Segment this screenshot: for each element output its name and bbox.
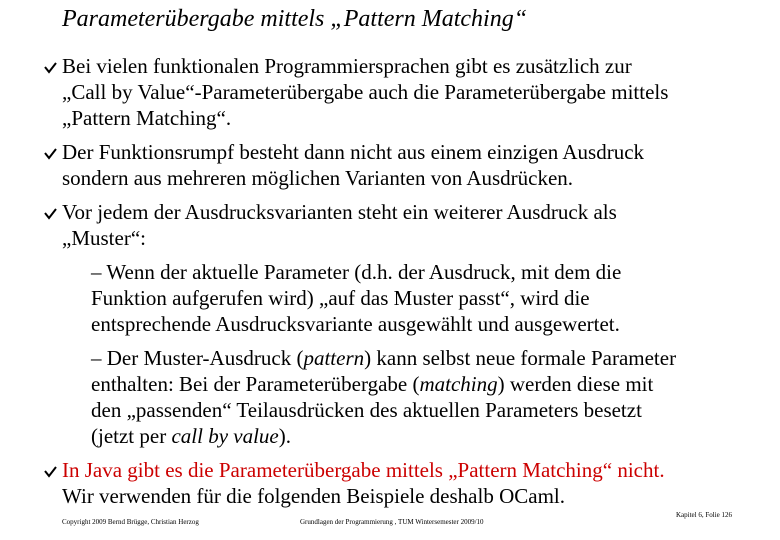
bullet-2-line-2: sondern aus mehreren möglichen Varianten von Ausdrücken.: [62, 166, 574, 190]
footer-copyright: Copyright 2009 Bernd Brügge, Christian Herzog: [62, 518, 199, 526]
term-matching: matching: [419, 372, 498, 396]
footer-course: Grundlagen der Programmierung , TUM Wintersemester 2009/10: [300, 518, 484, 526]
footer-page: Kapitel 6, Folie 126: [676, 511, 732, 519]
subitem-1-line-2: Funktion aufgerufen wird) „auf das Muster passt“, wird die: [91, 286, 590, 310]
bullet-1-line-2: „Call by Value“-Parameterübergabe auch die Parameterübergabe mittels: [62, 80, 669, 104]
subitem-2-line-2: [91, 372, 653, 396]
diamond-bullet-icon: [44, 61, 57, 74]
subitem-2-line-3: den „passenden“ Teilausdrücken des aktuellen Parameters besetzt: [91, 398, 642, 422]
term-pattern: pattern: [303, 346, 365, 370]
subitem-1-line-1: – Wenn der aktuelle Parameter (d.h. der Ausdruck, mit dem die: [91, 260, 622, 284]
subitem-2-line-4-post: ).: [278, 424, 291, 448]
diamond-bullet-icon: [44, 465, 57, 478]
diamond-bullet-icon: [44, 147, 57, 160]
subitem-2-line-4-pre: (jetzt per: [91, 424, 172, 448]
bullet-2-line-1: Der Funktionsrumpf besteht dann nicht aus einem einzigen Ausdruck: [62, 140, 645, 164]
term-call-by-value: call by value: [171, 424, 279, 448]
bullet-3-line-2: „Muster“:: [62, 226, 146, 250]
diamond-bullet-icon: [44, 207, 57, 220]
bullet-1-line-1: Bei vielen funktionalen Programmiersprachen gibt es zusätzlich zur: [62, 54, 632, 78]
subitem-2-line-1-pre: – Der Muster-Ausdruck (: [91, 346, 304, 370]
subitem-2-line-2-post: ) werden diese mit: [497, 372, 654, 396]
subitem-2-line-2-pre: enthalten: Bei der Parameterübergabe (: [91, 372, 420, 396]
slide-title: Parameterübergabe mittels „Pattern Matching“: [62, 6, 528, 32]
subitem-2-line-4: [91, 424, 291, 448]
subitem-2-line-1-post: ) kann selbst neue formale Parameter: [364, 346, 677, 370]
subitem-1-line-3: entsprechende Ausdrucksvariante ausgewählt und ausgewertet.: [91, 312, 620, 336]
bullet-3-line-1: Vor jedem der Ausdrucksvarianten steht ein weiterer Ausdruck als: [62, 200, 617, 224]
bullet-4-line-2: Wir verwenden für die folgenden Beispiele deshalb OCaml.: [62, 484, 565, 508]
bullet-4-line-1: In Java gibt es die Parameterübergabe mittels „Pattern Matching“ nicht.: [62, 458, 665, 482]
bullet-1-line-3: „Pattern Matching“.: [62, 106, 232, 130]
subitem-2-line-1: [91, 346, 676, 370]
